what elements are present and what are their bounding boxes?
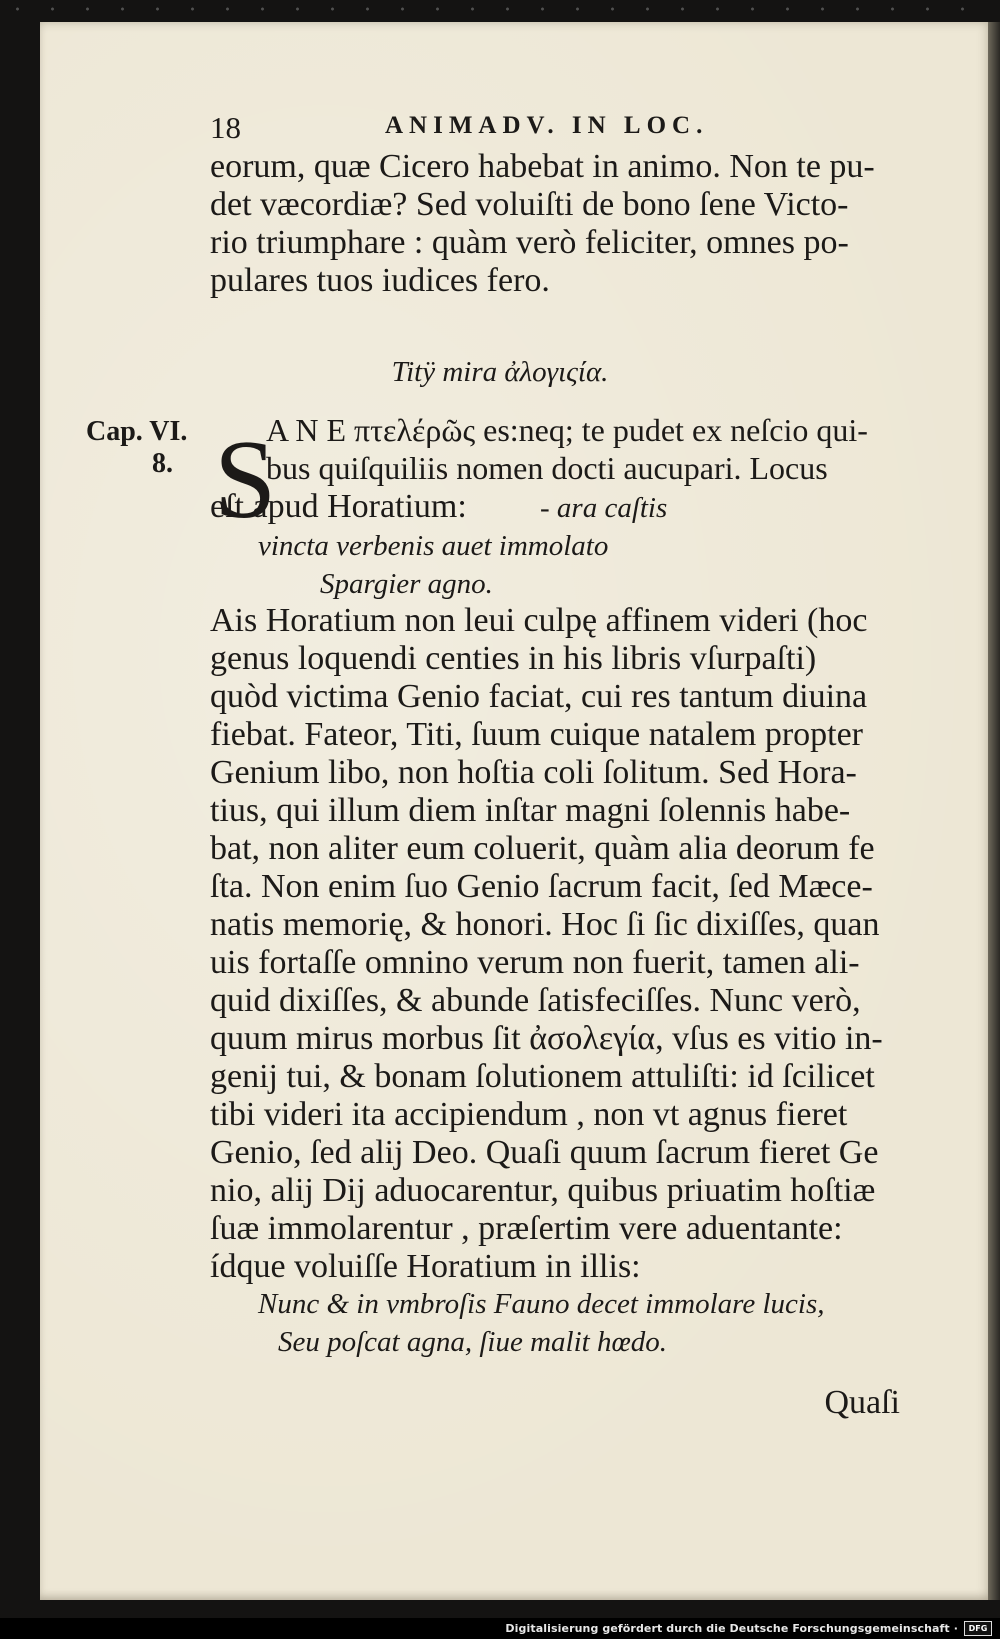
page-edge (988, 22, 1000, 1600)
text-line: quòd victima Genio faciat, cui res tantum diuina (210, 678, 868, 715)
dfg-logo: DFG (964, 1621, 992, 1636)
text-line: Genium libo, non hoſtia coli ſolitum. Sed Hora- (210, 754, 857, 791)
running-head (210, 110, 950, 146)
text-line: rio triumphare : quàm verò feliciter, omnes po- (210, 224, 849, 261)
section-title: Titÿ mira ἀλογιςία. (391, 356, 609, 388)
running-head-title: ANIMADV. IN LOC. (385, 112, 709, 139)
text-line: bus quiſquiliis nomen docti aucupari. Locus (266, 450, 828, 486)
text-line: fiebat. Fateor, Titi, ſuum cuique natalem propter (210, 716, 864, 753)
catchword: Quaſi (824, 1384, 900, 1421)
text-line: det væcordiæ? Sed voluiſti de bono ſene Victo- (210, 186, 849, 223)
text-line: genus loquendi centies in his libris vſurpaſti) (210, 640, 817, 677)
text-line: quum mirus morbus ſit ἀσολεγία, vſus es vitio in- (210, 1020, 883, 1057)
footer-credit: Digitalisierung gefördert durch die Deutsche Forschungsgemeinschaft · (505, 1622, 958, 1635)
text-line: Genio, ſed alij Deo. Quaſi quum ſacrum fieret Ge (210, 1134, 879, 1171)
text-line: pulares tuos iudices fero. (210, 262, 550, 299)
margin-note-number: 8. (152, 448, 173, 479)
margin-note-chapter: Cap. VI. (86, 416, 188, 447)
quote-line: vincta verbenis auet immolato (258, 530, 609, 562)
quote-line: - ara caſtis (540, 492, 668, 524)
text-line: natis memorię, & honori. Hoc ſi ſic dixiſſes, quan (210, 906, 880, 943)
digitization-footer (0, 1618, 1000, 1639)
scanner-ruler (0, 2, 990, 16)
text-line: Ais Horatium non leui culpę affinem videri (hoc (210, 602, 868, 639)
text-line: eſt apud Horatium: (210, 488, 467, 525)
quote-line: Nunc & in vmbroſis Fauno decet immolare lucis, (258, 1288, 825, 1320)
text-line: ídque voluiſſe Horatium in illis: (210, 1248, 641, 1285)
text-line: ſta. Non enim ſuo Genio ſacrum facit, ſed Mæce- (210, 868, 873, 905)
text-line: tibi videri ita accipiendum , non vt agnus fieret (210, 1096, 848, 1133)
text-line: ſuæ immolarentur , præſertim vere aduentante: (210, 1210, 843, 1247)
text-line: uis fortaſſe omnino verum non fuerit, tamen ali- (210, 944, 860, 981)
drop-cap: S (214, 418, 277, 542)
text-line: tius, qui illum diem inſtar magni ſolennis habe- (210, 792, 851, 829)
text-line: quid dixiſſes, & abunde ſatisfeciſſes. Nunc verò, (210, 982, 861, 1019)
text-line: bat, non aliter eum coluerit, quàm alia deorum fe (210, 830, 875, 867)
quote-line: Spargier agno. (320, 568, 493, 600)
text-line: genij tui, & bonam ſolutionem attuliſti: id ſcilicet (210, 1058, 875, 1095)
text-line: eorum, quæ Cicero habebat in animo. Non te pu- (210, 148, 875, 185)
page-number: 18 (210, 110, 241, 145)
text-line: nio, alij Dij aduocarentur, quibus priuatim hoſtiæ (210, 1172, 876, 1209)
quote-line: Seu poſcat agna, ſiue malit hœdo. (278, 1326, 668, 1358)
text-line: A N E πτελέρῶς es:neq; te pudet ex neſcio qui- (266, 412, 868, 448)
